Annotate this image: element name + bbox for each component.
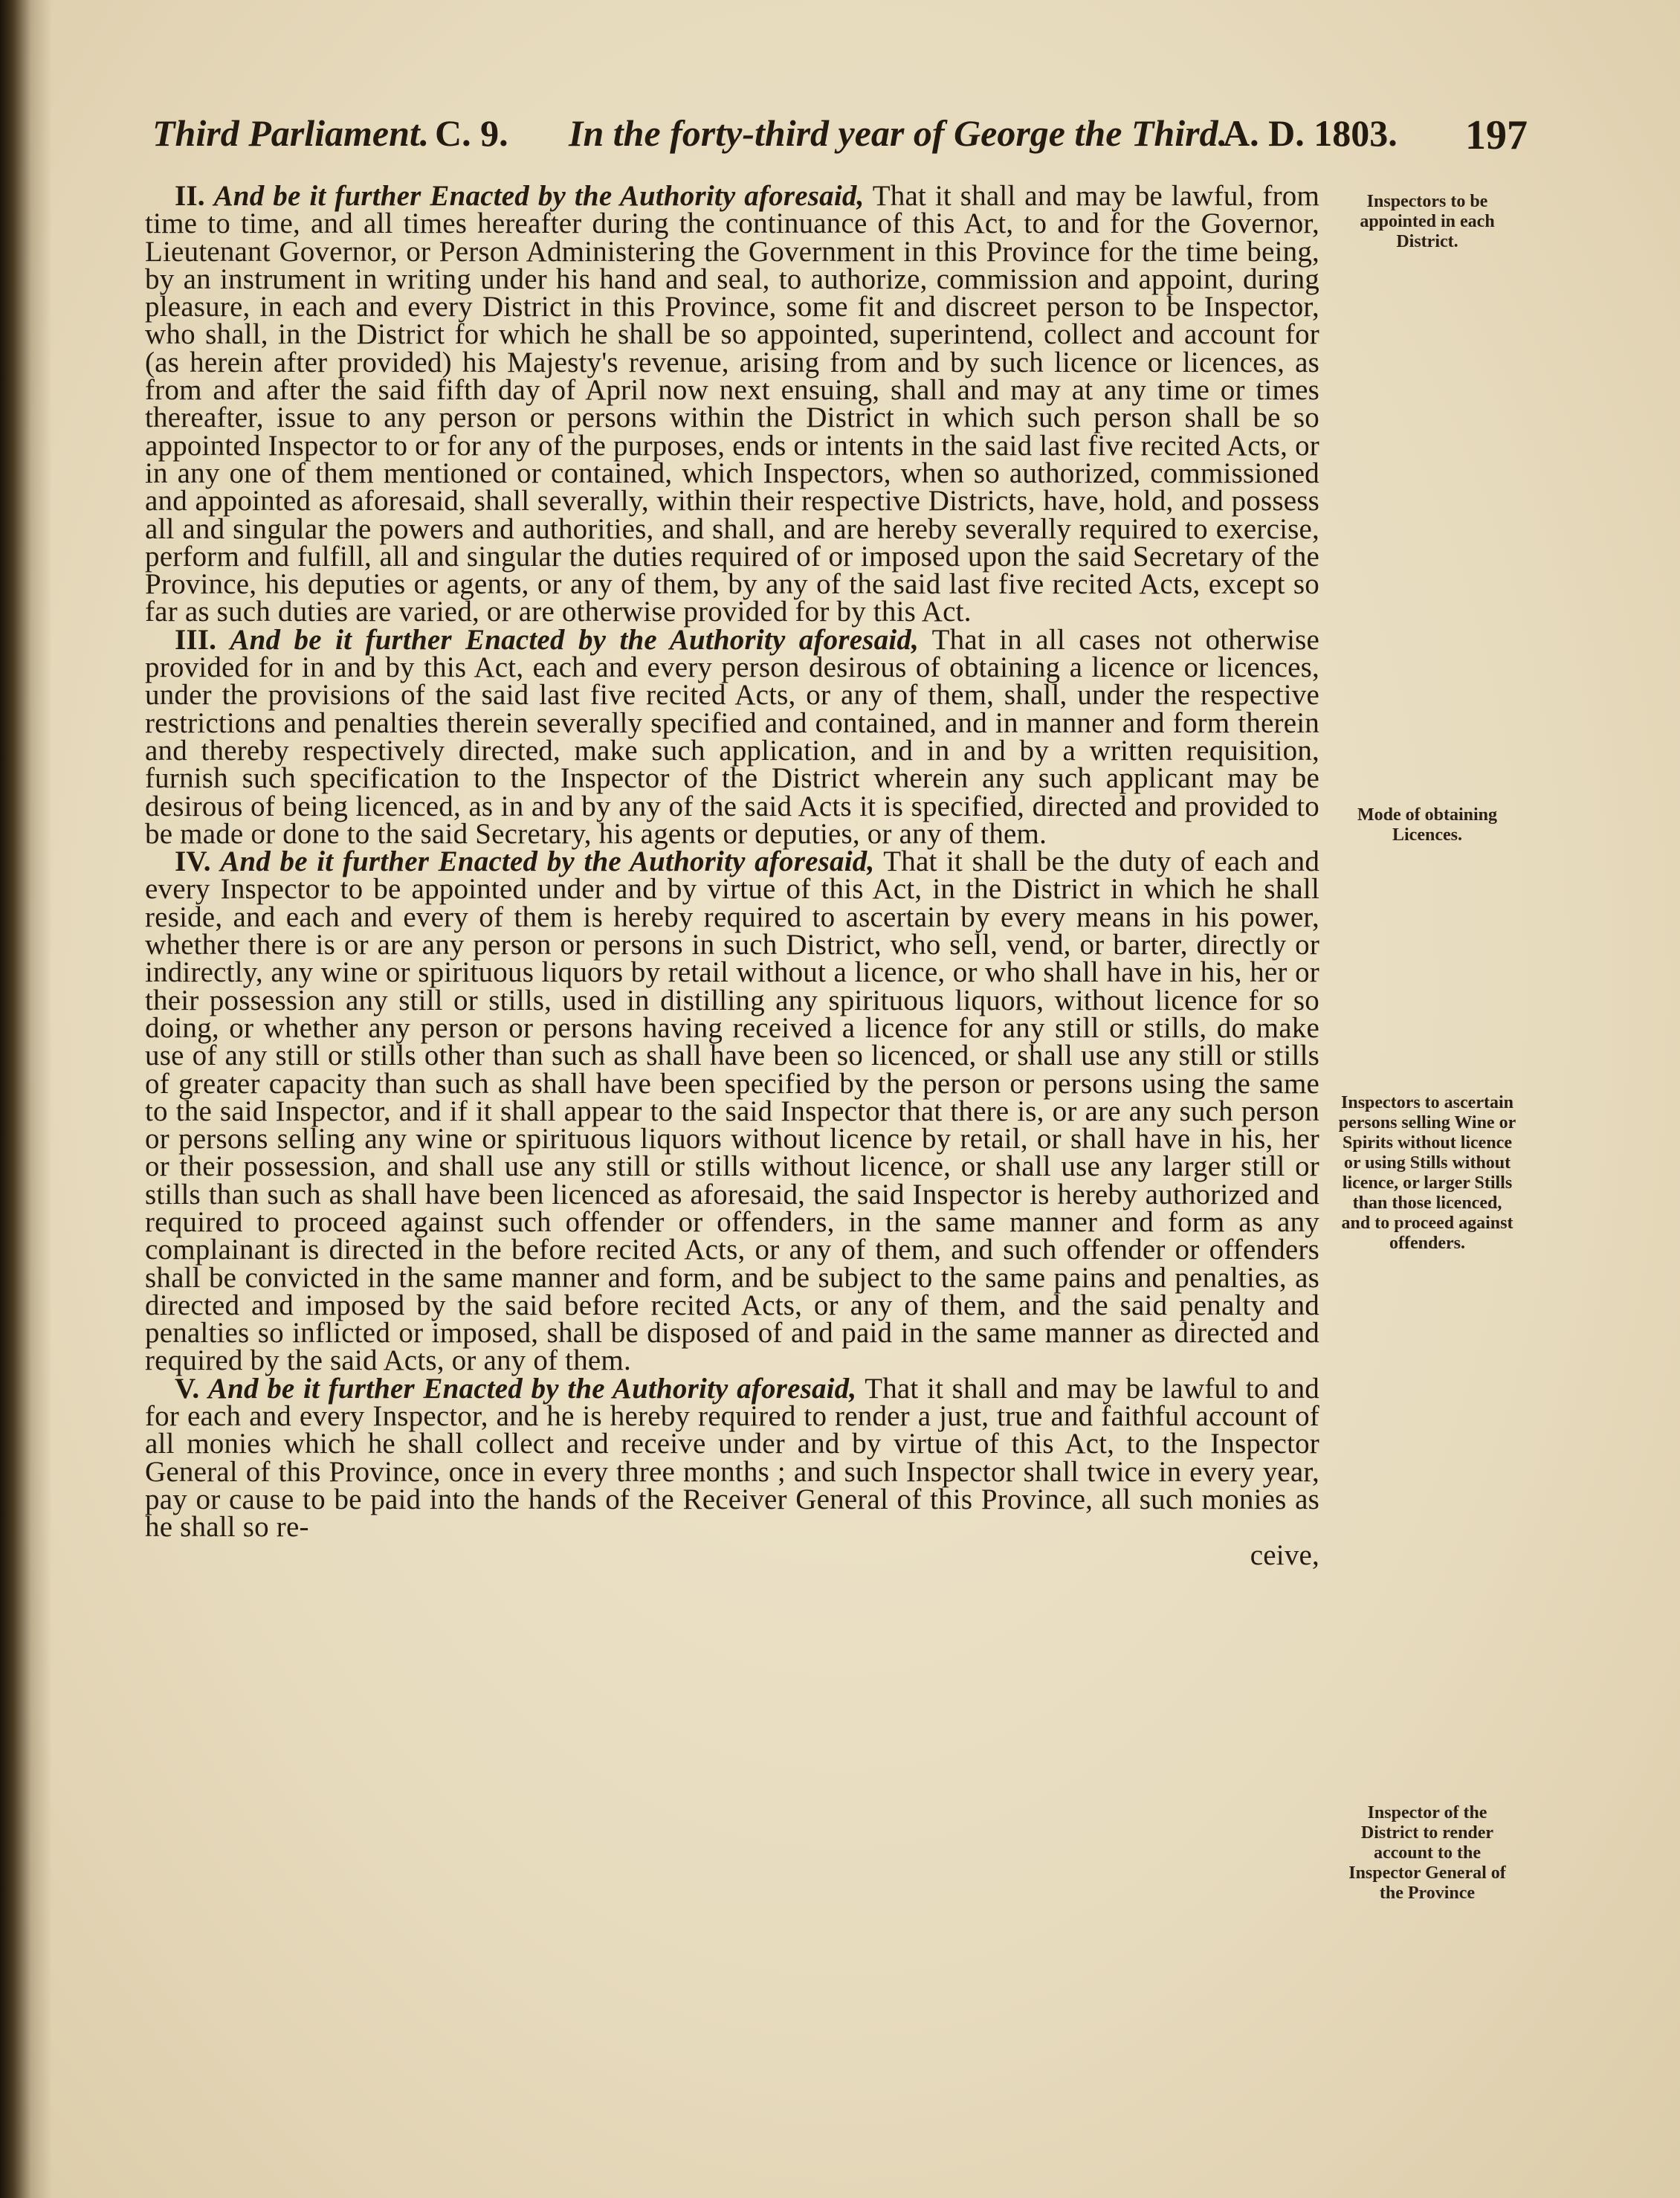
running-head [152,112,1528,164]
running-head-parliament: Third Parliament. [152,112,430,154]
section-number: V. [175,1372,200,1405]
section-number: IV. [175,845,211,878]
enacting-formula: And be it further Enacted by the Authority aforesaid, [230,623,920,656]
section-text: That in all cases not otherwise provided for in and by this Act, each and every person desirous of obtaining a licence or licences, under the provisions of the said last five recited Acts, or any of them, shall, under the respective restrictions and penalties therein severally specified and contained, and in manner and form therein and thereby respectively directed, make such application, and in and by a written requisition, furnish such specification to the Inspector of the District wherein any such applicant may be desirous of being licenced, as in and by any of the said Acts it is specified, directed and provided to be made or done to the said Secretary, his agents or deputies, or any of them. [145,623,1319,850]
section-text: That it shall and may be lawful, from time to time, and all times hereafter during the continuance of this Act, to and for the Governor, Lieutenant Governor, or Person Administering the Government in this Province for the time being, by an instrument in writing under his hand and seal, to authorize, commission and appoint, during pleasure, in each and every District in this Province, some fit and discreet person to be Inspector, who shall, in the District for which he shall be so appointed, superintend, collect and account for (as herein after provided) his Majesty's revenue, arising from and by such licence or licences, as from and after the said fifth day of April now next ensuing, shall and may at any time or times thereafter, issue to any person or persons within the District in which such person shall be so appointed Inspector to or for any of the purposes, ends or intents in the said last five recited Acts, or in any one of them mentioned or contained, which Inspectors, when so authorized, commissioned and appointed as aforesaid, shall severally, within their respective Districts, have, hold, and possess all and singular the powers and authorities, and shall, and are hereby severally required to exercise, perform and fulfill, all and singular the duties required of or imposed upon the said Secretary of the Province, his deputies or agents, or any of them, by any of the said last five recited Acts, except so far as such duties are varied, or are otherwise provided for by this Act. [145,180,1320,628]
section-text: That it shall and may be lawful to and for each and every Inspector, and he is hereby required to render a just, true and faithful account of all monies which he shall collect and receive under and by virtue of this Act, to the Inspector General of this Province, once in every three months ; and such Inspector shall twice in every year, pay or cause to be paid into the hands of the Receiver General of this Province, all such monies as he shall so re- [145,1372,1319,1544]
statute-body [145,182,1319,1569]
running-head-year: A. D. 1803. [1223,112,1398,154]
section-number: II. [175,180,205,212]
section-number: III. [175,623,217,656]
catchword: ceive, [1250,1538,1319,1571]
running-head-regnal-year: In the forty-third year of George the Third. [569,112,1228,154]
margin-note-inspectors-ascertain: Inspectors to ascertain persons selling Wine or Spirits without licence or using Stills without licence, or larger Stills than those licenced, and to proceed against offenders. [1338,1093,1516,1253]
book-spine-shadow [0,0,52,2198]
section-3 [145,623,1319,850]
section-5 [145,1372,1319,1571]
margin-note-inspectors-appointed: Inspectors to be appointed in each District. [1360,192,1495,251]
margin-note-obtaining-licences: Mode of obtaining Licences. [1357,805,1497,845]
page-number: 197 [1465,112,1528,158]
section-2 [145,182,1319,626]
margin-note-render-account: Inspector of the District to render account to the Inspector General of the Province [1348,1803,1506,1903]
section-4 [145,845,1320,1377]
enacting-formula: And be it further Enacted by the Authority aforesaid, [220,845,875,878]
section-text: That it shall be the duty of each and every Inspector to be appointed under and by virtue of this Act, in the District in which he shall reside, and each and every of them is hereby required to ascertain by every means in his power, whether there is or are any person or persons in such District, who sell, vend, or barter, directly or indirectly, any wine or spirituous liquors by retail without a licence, or who shall have in his, her or their possession any still or stills, used in distilling any spirituous liquors, without licence for so doing, or whether any person or persons having received a licence for any still or stills, do make use of any still or stills other than such as shall have been so licenced, or shall use any still or stills of greater capacity than such as shall have been specified by the person or persons using the same to the said Inspector, and if it shall appear to the said Inspector that there is, or are any such person or persons selling any wine or spirituous liquors without licence by retail, or shall have in his, her or their possession, and shall use any still or stills without licence, or shall use any larger still or stills than such as shall have been licenced as aforesaid, the said Inspector is hereby authorized and required to proceed against such offender or offenders, in the same manner and form as any complainant is directed in the before recited Acts, or any of them, and such offender or offenders shall be convicted in the same manner and form, and be subject to the same pains and penalties, as directed and imposed by the said before recited Acts, or any of them, and the said penalty and penalties so inflicted or imposed, shall be disposed of and paid in the same manner as directed and required by the said Acts, or any of them. [145,845,1320,1377]
enacting-formula: And be it further Enacted by the Authority aforesaid, [207,1372,857,1405]
running-head-chapter: C. 9. [435,112,508,154]
enacting-formula: And be it further Enacted by the Authority aforesaid, [213,180,865,212]
